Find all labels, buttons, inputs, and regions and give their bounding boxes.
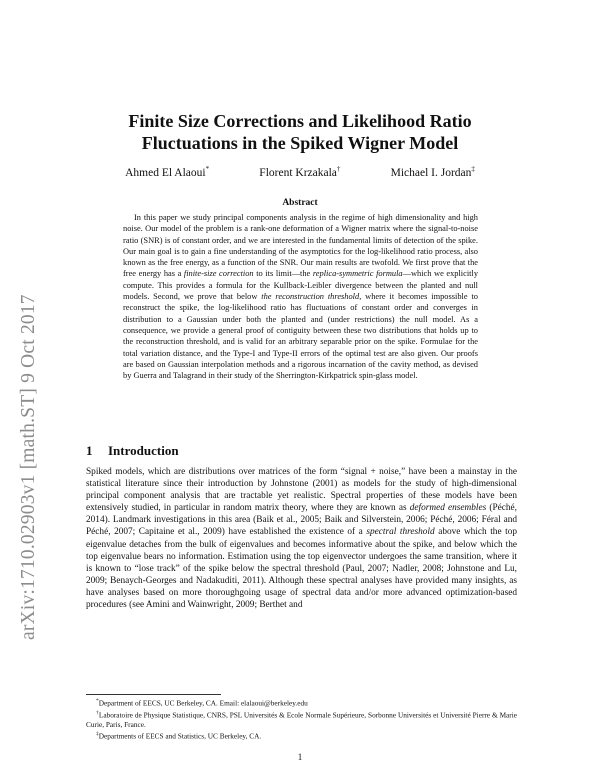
intro-emphasis: deformed ensembles (409, 503, 487, 514)
author (391, 165, 475, 179)
author-footnote-mark: † (336, 165, 341, 173)
intro-text-run: above which the top eigenvalue detaches from the bulk of eigenvalues and becomes informative about the spike, and below which the top eigenvalue bears no information. Estimation using the top eigenvector undergoes the same transition, where it is known to “lose track” of the spike below the spectral threshold (Paul, 2007; Nadler, 2008; Johnstone and Lu, 2009; Benaych-Georges and Nadakuditi, 2011). Although these spectral analyses have provided many insights, as have analyses based on more thoroughgoing usage of spectral data and/or more advanced optimization-based procedures (see Amini and Wainwright, 2009; Berthet and (86, 527, 518, 611)
title-line-2: Fluctuations in the Spiked Wigner Model (141, 133, 459, 153)
author (125, 165, 209, 179)
page-number: 1 (297, 752, 303, 762)
intro-emphasis: spectral threshold (366, 527, 435, 538)
author-list (100, 165, 500, 179)
author (259, 165, 340, 179)
footnotes (86, 697, 517, 742)
abstract-text (123, 212, 478, 381)
abstract-text-run: —which we explicitly compute. This provides a formula for the Kullback-Leibler divergence between the planted and null models. Second, we prove that below (123, 269, 479, 302)
section-heading (86, 443, 179, 459)
abstract-heading: Abstract (282, 198, 318, 208)
title-line-1: Finite Size Corrections and Likelihood Ratio (128, 111, 472, 131)
footnote-text: Department of EECS, UC Berkeley, CA. Email: elalaoui@berkeley.edu (98, 698, 308, 708)
author-name: Michael I. Jordan (390, 166, 472, 179)
footnote-divider (86, 694, 221, 695)
abstract-text-run: to its limit—the (256, 269, 311, 279)
author-footnote-mark: ‡ (471, 165, 475, 173)
author-name: Florent Krzakala (259, 166, 337, 179)
footnote-mark: ‡ (96, 731, 99, 738)
footnote (86, 709, 517, 729)
section-number: 1 (86, 443, 93, 458)
footnote (86, 697, 517, 708)
footnote-text: Laboratoire de Physique Statistique, CNRS, PSL Universités & Ecole Normale Supérieure, Sorbonne Universités et Université Pierre & Marie Curie, Paris, France. (86, 710, 517, 729)
intro-text-run: (Péché, 2014). Landmark investigations in this area (Baik et al., 2005; Baik and Silverstein, 2006; Péché, 2006; Féral and Péché, 2007; Capitaine et al., 2009) have established the existence of a (86, 503, 518, 538)
author-name: Ahmed El Alaoui (125, 166, 206, 179)
author-footnote-mark: * (205, 165, 210, 173)
section-title: Introduction (108, 443, 179, 458)
footnote-mark: † (96, 709, 99, 716)
abstract-emphasis: the reconstruction threshold (261, 292, 360, 302)
abstract-emphasis: finite-size correction (183, 269, 254, 279)
arxiv-identifier-stamp: arXiv:1710.02903v1 [math.ST] 9 Oct 2017 (18, 294, 39, 640)
paper-title (80, 110, 520, 154)
abstract-text-run: In this paper we study principal components analysis in the regime of high dimensionality and high noise. Our model of the problem is a rank-one deformation of a Wigner matrix where the signal-to-noise ratio (SNR) is of constant order, and we are interested in the fundamental limits of detection of the spike. Our main goal is to gain a fine understanding of the asymptotics for the log-likelihood ratio process, also known as the free energy, as a function of the SNR. Our main results are twofold. We first prove that the free energy has a (123, 213, 478, 279)
footnote-mark: * (96, 698, 99, 704)
abstract-text-run: , where it becomes impossible to reconstruct the spike, the log-likelihood ratio has fluctuations of constant order and converges in distribution to a Gaussian under both the planted and (under restrictions) the null model. As a consequence, we provide a general proof of contiguity between these two distributions that holds up to the reconstruction threshold, and is valid for an arbitrary separable prior on the spike. Formulae for the total variation distance, and the Type-I and Type-II errors of the optimal test are also given. Our proofs are based on Gaussian interpolation methods and a rigorous incarnation of the cavity method, as devised by Guerra and Talagrand in their study of the Sherrington-Kirkpatrick spin-glass model. (123, 292, 478, 381)
footnote-text: Departments of EECS and Statistics, UC Berkeley, CA. (98, 731, 262, 741)
abstract-emphasis: replica-symmetric formula (312, 269, 403, 279)
footnote (86, 730, 517, 741)
introduction-text (86, 466, 517, 611)
intro-text-run: Spiked models, which are distributions over matrices of the form “signal + noise,” have been a mainstay in the statistical literature since their introduction by Johnstone (2001) as models for the study of high-dimensional principal component analysis that are tractable yet realistic. Spectral properties of these models have been extensively studied, in particular in random matrix theory, where they are known as (86, 467, 517, 514)
